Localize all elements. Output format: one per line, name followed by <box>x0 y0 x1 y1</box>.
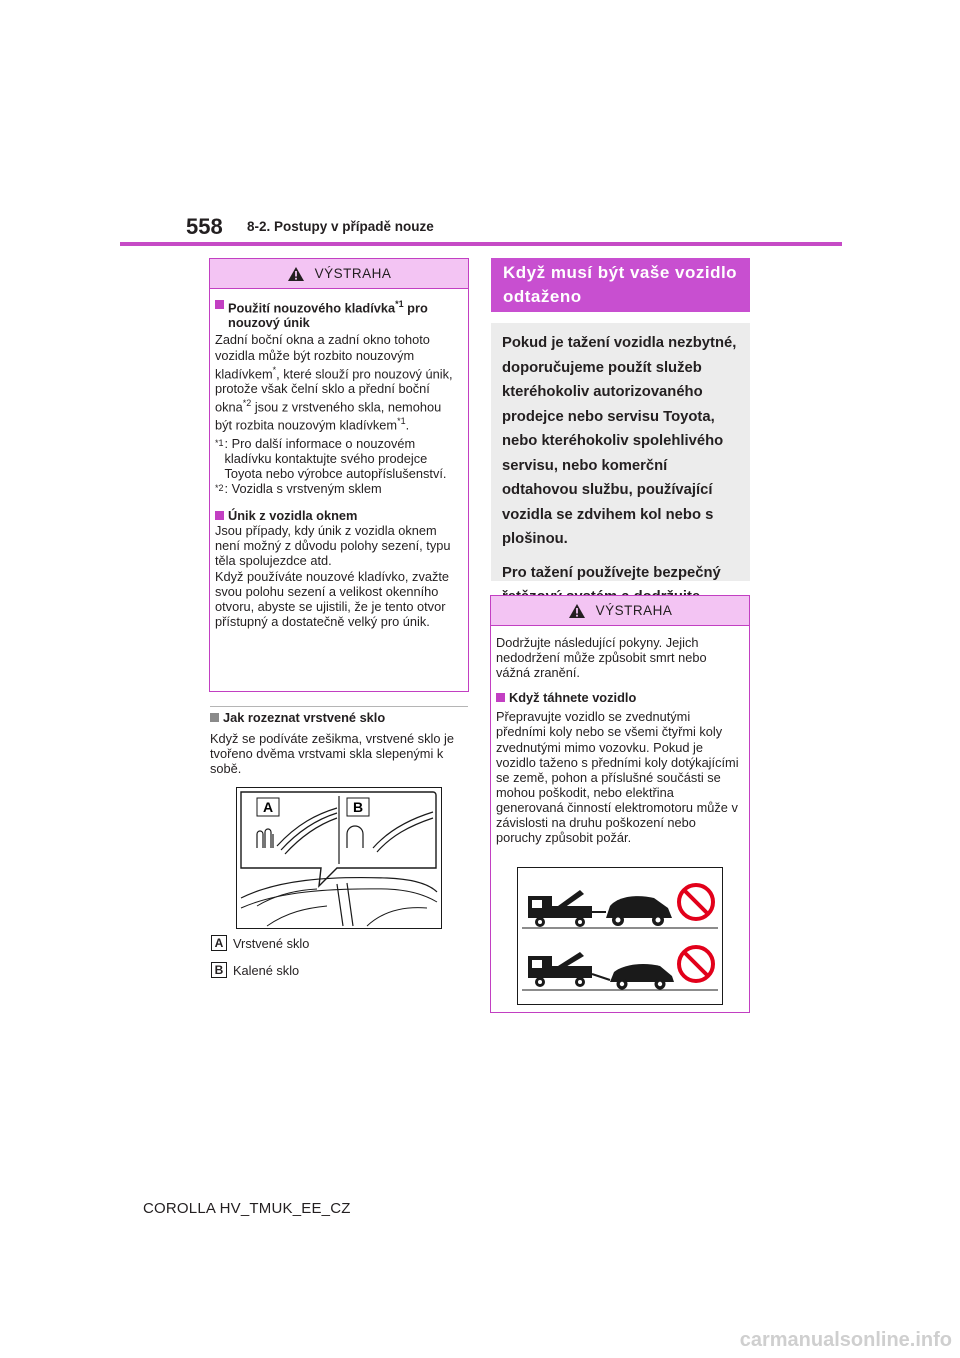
section-divider <box>210 706 468 707</box>
svg-text:carmanualsonline.info: carmanualsonline.info <box>739 1329 952 1351</box>
warning-header <box>210 259 468 289</box>
tow-truck-icon <box>528 952 610 987</box>
prohibition-icon <box>679 947 713 981</box>
towing-chain-text: Pro tažení používejte bezpečný <box>502 564 721 581</box>
towing-info-box <box>491 323 750 581</box>
watermark-logo <box>652 1326 952 1352</box>
warning-label: VÝSTRAHA <box>314 266 392 281</box>
warning-header <box>491 596 749 626</box>
window-escape-text: Jsou případy, kdy únik z vozidla oknem není možný z důvodu polohy sezení, typu těla spolujezdce atd. <box>215 523 451 569</box>
towing-warning-intro: Dodržujte následující pokyny. Jejich nedodržení může způsobit smrt nebo vážná zranění. <box>496 635 707 681</box>
warning-box-emergency-hammer <box>209 258 469 692</box>
bullet-square-icon <box>215 511 224 520</box>
car-icon <box>610 964 674 990</box>
emergency-hammer-text: Zadní boční okna a zadní okno tohoto vozidla může být rozbito nouzovým kladívkem*, které slouží pro nouzový únik, protože však čelní sklo a přední boční okna$^{*2}$ jsou z vrstveného skla, nemohou být rozbita nouzovým kladívkem$^{*1}$. <box>215 332 453 433</box>
glass-label-a: A <box>262 799 274 815</box>
bullet-square-icon <box>496 693 505 702</box>
legend-laminated-text: Vrstvené sklo <box>233 935 310 951</box>
laminated-glass-section <box>210 710 468 776</box>
legend-mark-a: A <box>211 935 227 951</box>
footer-model-code: COROLLA HV_TMUK_EE_CZ <box>143 1200 351 1217</box>
tow-truck-icon <box>528 890 606 927</box>
towing-info-text: Pokud je tažení vozidla nezbytné, doporučujeme použít služeb kteréhokoliv autorizovaného prodejce nebo servisu Toyota, nebo kteréhokoliv spolehlivého servisu, nebo komerční odtahovou službu, používající vozidla se zdvihem kol nebo s plošinou. <box>502 335 737 547</box>
page-number: 558 <box>186 214 223 239</box>
towing-banner: Když musí být vaše vozidlo odtaženo <box>491 258 750 312</box>
legend-laminated <box>211 935 309 951</box>
laminated-glass-heading: Jak rozeznat vrstvené sklo <box>210 710 468 725</box>
warning-label: VÝSTRAHA <box>595 603 673 618</box>
legend-tempered-text: Kalené sklo <box>233 962 300 978</box>
towing-warning-text: Přepravujte vozidlo se zvednutými předními koly nebo se všemi čtyřmi koly zvednutými mimo vozovku. Pokud je vozidlo taženo s předními koly dotýkajícími se země, pohon a příslušné součásti se mohou poškodit, nebo elektřina generovaná činností elektromotoru může v závislosti na druhu poškození nebo poruchy způsobit požár. <box>496 709 739 846</box>
bullet-square-icon <box>210 713 219 722</box>
window-escape-text-2: Když používáte nouzové kladívko, zvažte svou polohu sezení a velikost okenního otvoru, abyste se ujistili, že je tento otvor přístupný a dostatečně velký pro únik. <box>215 568 450 629</box>
laminated-glass-text: Když se podíváte zešikma, vrstvené sklo je tvořeno dvěma vrstvami skla slepenými k sobě. <box>210 731 454 777</box>
bullet-square-icon <box>215 300 224 309</box>
legend-tempered <box>211 962 299 978</box>
warning-triangle-icon <box>287 266 305 282</box>
footnote-2: *2 : Vozidla s vrstveným sklem <box>215 481 382 497</box>
glass-label-b: B <box>352 799 364 815</box>
glass-illustration <box>236 787 442 929</box>
towing-warning-heading: Když táhnete vozidlo <box>496 690 742 705</box>
towing-prohibited-illustration <box>517 867 723 1005</box>
emergency-hammer-heading: Použití nouzového kladívka$^{*1}$ pro nouzový únik <box>215 297 461 330</box>
footnote-1: *1 : Pro další informace o nouzovém kladívku kontaktujte svého prodejce Toyota nebo výrobce autopříslušenství. <box>215 435 447 481</box>
section-title: 8-2. Postupy v případě nouze <box>247 219 434 234</box>
warning-triangle-icon <box>568 603 586 619</box>
legend-mark-b: B <box>211 962 227 978</box>
window-escape-heading: Únik z vozidla oknem <box>215 508 461 523</box>
header-rule <box>120 242 842 246</box>
prohibition-icon <box>679 885 713 919</box>
car-icon <box>606 896 672 926</box>
